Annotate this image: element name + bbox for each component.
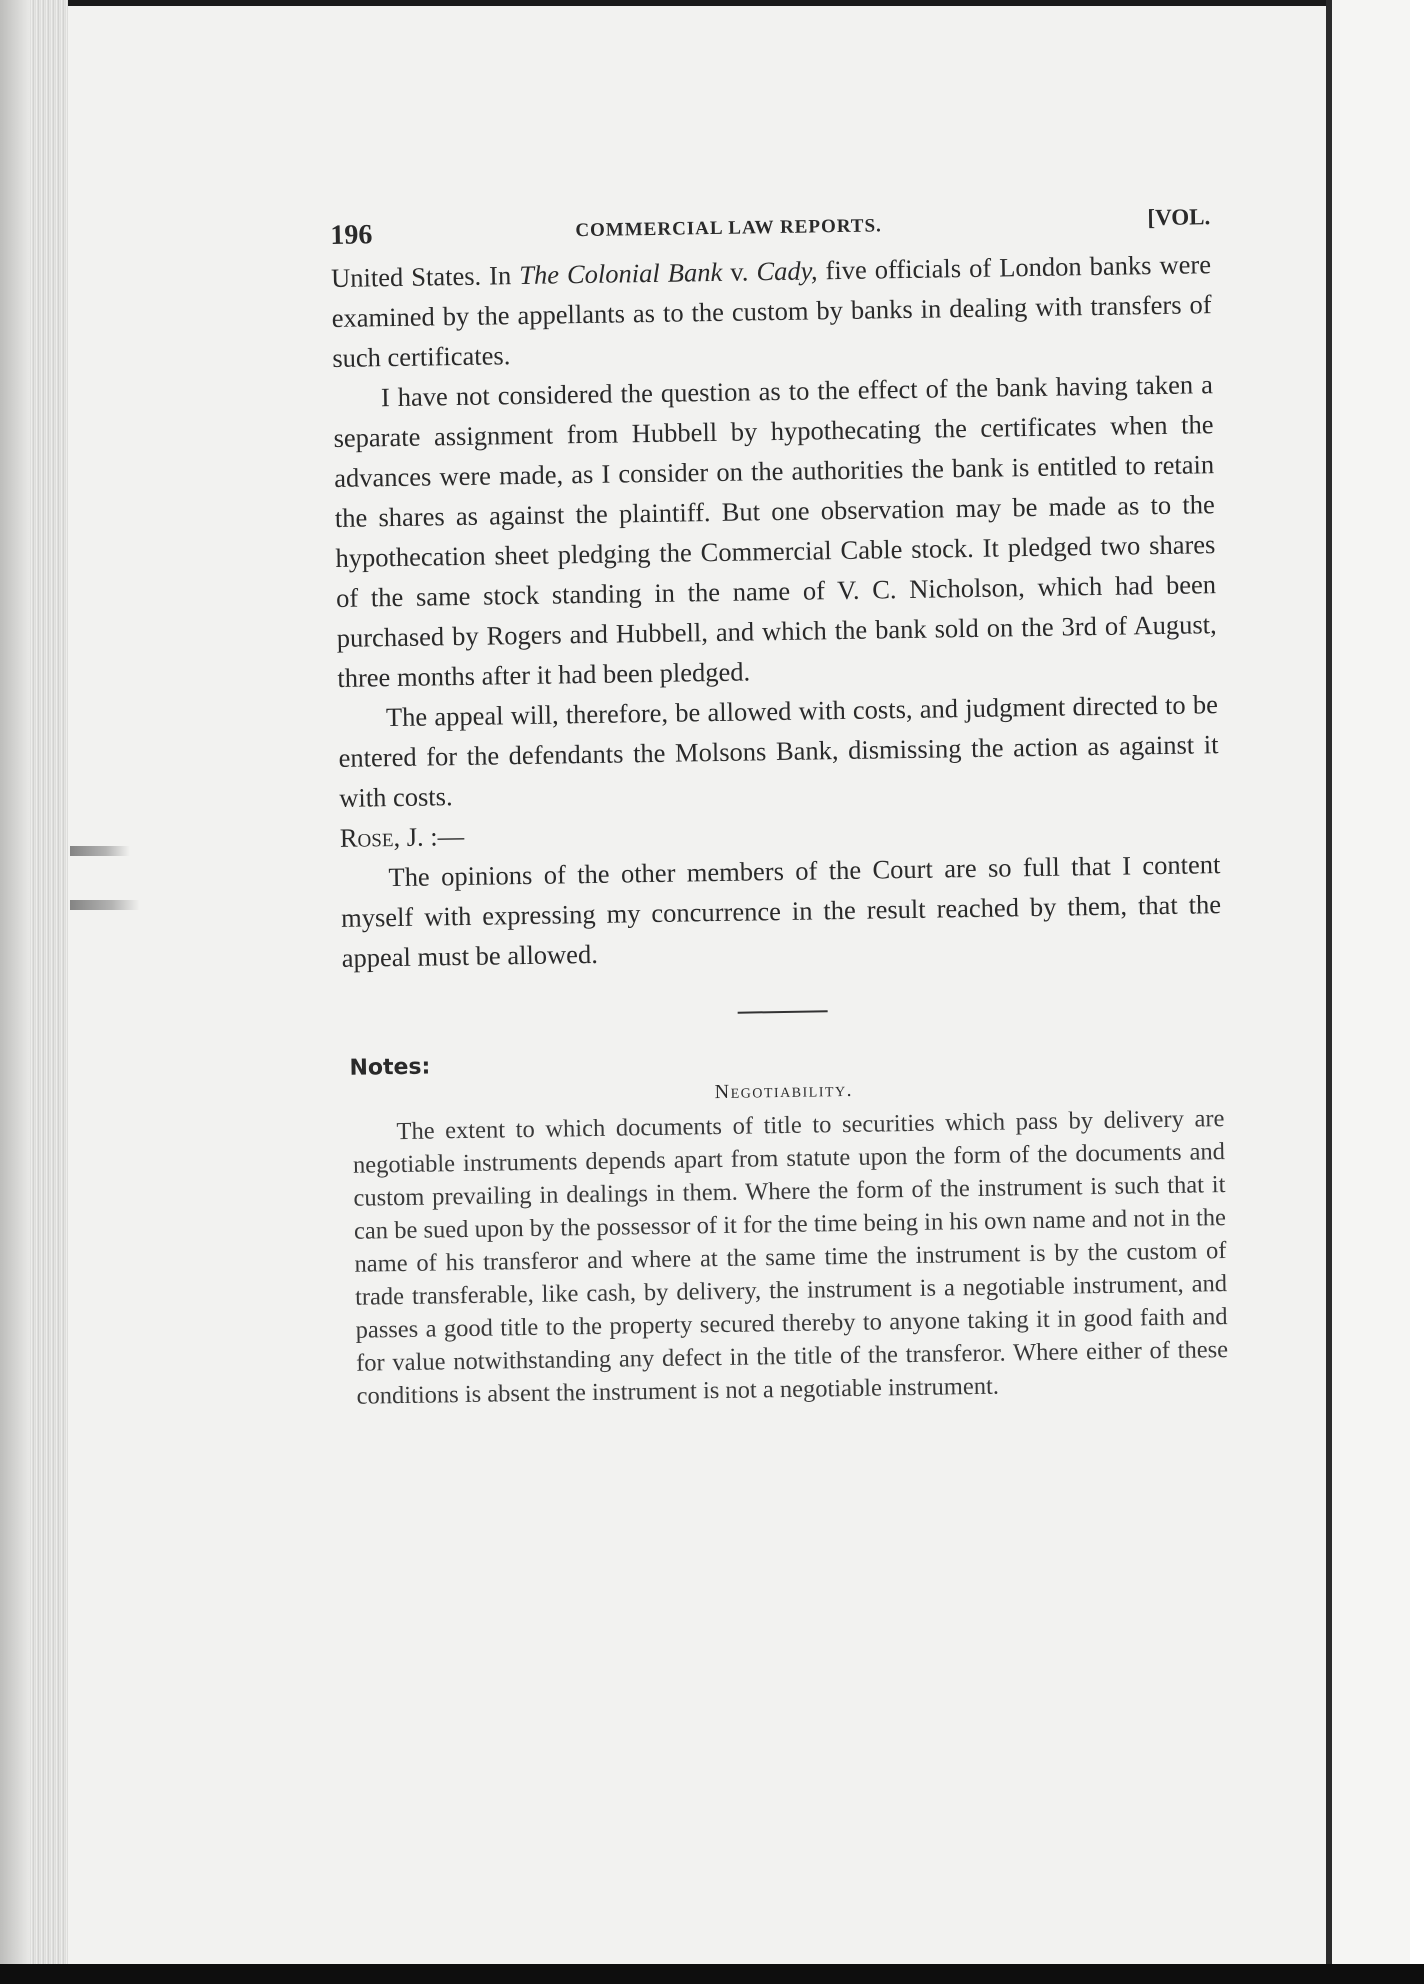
judgment-text bbox=[331, 244, 1222, 978]
book-page bbox=[330, 196, 1229, 1413]
text-run: United States. In bbox=[330, 260, 520, 293]
paragraph: The opinions of the other members of the Court are so full that I content myself with expressing my concurrence in the result reached by them, that the appeal must be allowed. bbox=[340, 849, 1222, 973]
judge-name: Rose, J. :— bbox=[339, 820, 465, 853]
library-stamp-mark bbox=[70, 900, 140, 910]
book-right-edge bbox=[1326, 0, 1424, 1984]
book-page-edges bbox=[30, 0, 68, 1984]
text-run: five officials of London banks were examined by the appellants as to the custom by banks in dealing with transfers of such certificates. bbox=[331, 249, 1212, 373]
running-head: COMMERCIAL LAW REPORTS. bbox=[575, 215, 882, 242]
case-name: Cady, bbox=[756, 255, 818, 287]
case-name: The Colonial Bank bbox=[518, 256, 723, 291]
library-stamp-mark bbox=[70, 846, 130, 856]
paragraph: The appeal will, therefore, be allowed with costs, and judgment directed to be entered for the defendants the Molsons Bank, dismissing the action as against it with costs. bbox=[338, 689, 1219, 813]
text-run: v. bbox=[721, 256, 757, 287]
volume-label: [VOL. bbox=[1147, 204, 1211, 231]
notes-paragraph: The extent to which documents of title to securities which pass by delivery are negotiable instruments depends apart from statute upon the form of the documents and custom prevailing in dealings in them. Where the form of the instrument is such that it can be sued upon by the possessor of it for the time being in his own name and not in the name of his transferor and where at the same time the instrument is by the custom of trade transferable, like cash, by delivery, the instrument is a negotiable instrument, and passes a good title to the property secured thereby to anyone taking it in good faith and for value notwithstanding any defect in the title of the transferor. Where either of these conditions is absent the instrument is not a negotiable instrument. bbox=[352, 1105, 1229, 1410]
paragraph bbox=[331, 244, 1213, 378]
section-divider bbox=[738, 1010, 828, 1013]
book-binding-shadow bbox=[0, 0, 30, 1984]
bottom-edge bbox=[0, 1964, 1424, 1984]
page-number: 196 bbox=[330, 219, 373, 251]
top-edge bbox=[0, 0, 1424, 6]
notes-heading: Negotiability. bbox=[714, 1078, 854, 1104]
notes-label: Notes: bbox=[349, 1054, 431, 1081]
paragraph: I have not considered the question as to the effect of the bank having taken a separate assignment from Hubbell by hypothecating the certificates when the advances were made, as I consider on the authorities the bank is entitled to retain the shares as against the plaintiff. But one observation may be made as to the hypothecation sheet pledging the Commercial Cable stock. It pledged two shares of the same stock standing in the name of V. C. Nicholson, which had been purchased by Rogers and Hubbell, and which the bank sold on the 3rd of August, three months after it had been pledged. bbox=[333, 369, 1217, 693]
